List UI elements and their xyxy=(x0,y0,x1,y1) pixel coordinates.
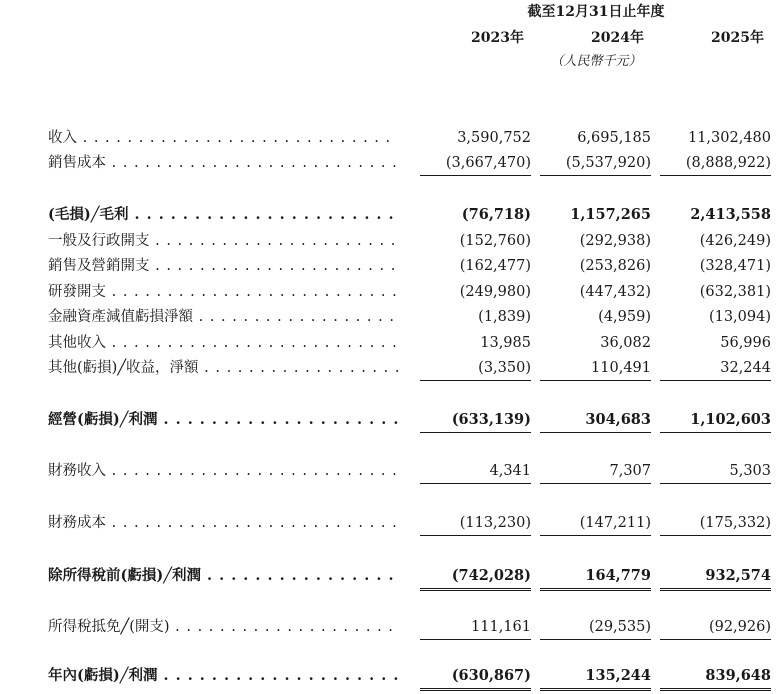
row-label: 財務收入 . . . xyxy=(48,459,398,483)
row-label: 所得稅抵免╱(開支) . . . xyxy=(48,615,398,639)
table-row-cost-of-sales xyxy=(0,151,781,175)
row-label: 研發開支 . . . xyxy=(48,280,398,304)
table-row-revenue xyxy=(0,126,781,150)
row-label: 一般及行政開支 . . . xyxy=(48,229,398,253)
row-label: 金融資產減值虧損淨額 . . . xyxy=(48,305,398,329)
value-2024: 304,683 xyxy=(540,408,651,433)
value-2025: (92,926) xyxy=(660,615,771,640)
table-row-admin-expenses xyxy=(0,229,781,253)
row-label: 除所得稅前(虧損)╱利潤 . . . xyxy=(48,564,398,588)
currency-unit: （人民幣千元） xyxy=(550,54,642,69)
value-2023: (630,867) xyxy=(420,664,531,691)
value-2025: (8,888,922) xyxy=(660,151,771,176)
value-2023: (633,139) xyxy=(420,408,531,433)
table-row-operating-profit xyxy=(0,408,781,432)
row-label: 其他收入 . . . xyxy=(48,331,398,355)
value-2023: 13,985 xyxy=(480,335,531,351)
value-2023: (152,760) xyxy=(459,233,531,249)
value-2025: 11,302,480 xyxy=(687,130,771,146)
value-2023: (3,350) xyxy=(420,356,531,381)
value-2025: 32,244 xyxy=(660,356,771,381)
value-2025: (13,094) xyxy=(708,309,771,325)
value-2024: (292,938) xyxy=(579,233,651,249)
value-2023: 3,590,752 xyxy=(457,130,531,146)
row-label: 財務成本 . . . xyxy=(48,511,398,535)
value-2023: (249,980) xyxy=(459,284,531,300)
row-label: 收入 . . . xyxy=(48,126,398,150)
value-2024: 135,244 xyxy=(540,664,651,691)
value-2024: 110,491 xyxy=(540,356,651,381)
value-2024: 6,695,185 xyxy=(577,130,651,146)
row-label: 銷售成本 . . . xyxy=(48,151,398,175)
value-2024: (5,537,920) xyxy=(540,151,651,176)
table-row-income-tax xyxy=(0,615,781,639)
value-2025: (426,249) xyxy=(699,233,771,249)
table-row-other-gains-losses xyxy=(0,356,781,380)
value-2023: (742,028) xyxy=(420,564,531,591)
value-2023: 4,341 xyxy=(420,459,531,484)
value-2025: (632,381) xyxy=(699,284,771,300)
row-label: 其他(虧損)╱收益，淨額 . . . xyxy=(48,356,398,380)
value-2025: (175,332) xyxy=(660,511,771,536)
value-2025: 56,996 xyxy=(720,335,771,351)
row-label: 銷售及營銷開支 . . . xyxy=(48,254,398,278)
table-row-finance-costs xyxy=(0,511,781,535)
row-label: 經營(虧損)╱利潤 . . . xyxy=(48,408,398,432)
value-2024: (4,959) xyxy=(598,309,651,325)
value-2025: 932,574 xyxy=(660,564,771,591)
table-row-profit-before-tax xyxy=(0,564,781,588)
value-2023: (3,667,470) xyxy=(420,151,531,176)
value-2023: 111,161 xyxy=(420,615,531,640)
value-2024: (447,432) xyxy=(579,284,651,300)
value-2025: (328,471) xyxy=(699,258,771,274)
value-2025: 839,648 xyxy=(660,664,771,691)
value-2024: (147,211) xyxy=(540,511,651,536)
value-2024: (29,535) xyxy=(540,615,651,640)
year-2024-heading: 2024年 xyxy=(591,30,644,46)
year-2025-heading: 2025年 xyxy=(711,30,764,46)
table-row-other-income xyxy=(0,331,781,355)
value-2023: (76,718) xyxy=(461,206,531,223)
table-row-selling-expenses xyxy=(0,254,781,278)
table-row-profit-for-year xyxy=(0,664,781,688)
value-2023: (162,477) xyxy=(459,258,531,274)
period-heading: 截至12月31日止年度 xyxy=(527,4,665,20)
table-row-rnd-expenses xyxy=(0,280,781,304)
value-2024: 1,157,265 xyxy=(570,206,651,223)
value-2024: 7,307 xyxy=(540,459,651,484)
value-2024: 164,779 xyxy=(540,564,651,591)
value-2024: 36,082 xyxy=(600,335,651,351)
table-row-impairment-losses xyxy=(0,305,781,329)
year-2023-heading: 2023年 xyxy=(471,30,524,46)
value-2025: 5,303 xyxy=(660,459,771,484)
row-label: 年內(虧損)╱利潤 . . . xyxy=(48,664,398,688)
value-2023: (1,839) xyxy=(478,309,531,325)
value-2025: 1,102,603 xyxy=(660,408,771,433)
row-label: (毛損)╱毛利 . . . xyxy=(48,203,398,227)
value-2023: (113,230) xyxy=(420,511,531,536)
value-2024: (253,826) xyxy=(579,258,651,274)
table-row-gross-profit xyxy=(0,203,781,227)
table-row-finance-income xyxy=(0,459,781,483)
value-2025: 2,413,558 xyxy=(690,206,771,223)
